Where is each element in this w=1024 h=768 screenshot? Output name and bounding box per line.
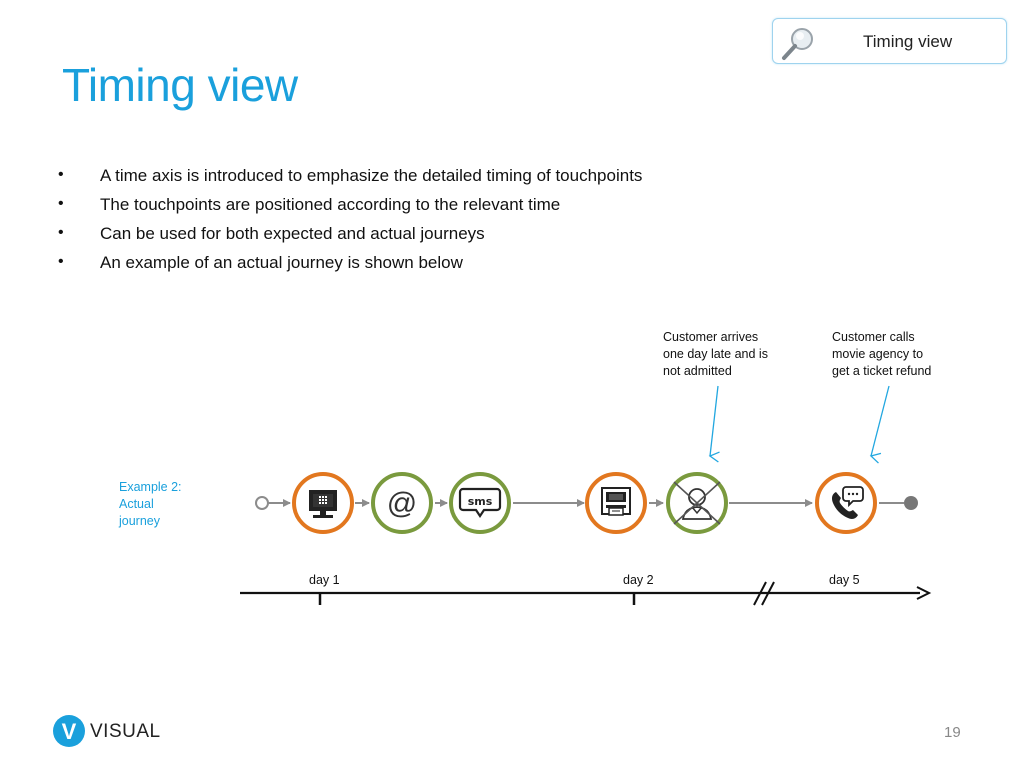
day-label: day 1 (309, 573, 340, 587)
touchpoint-sms (451, 474, 509, 532)
day-label: day 5 (829, 573, 860, 587)
page-number: 19 (944, 724, 961, 741)
ticket-machine-icon (602, 488, 630, 515)
touchpoint-computer (294, 474, 352, 532)
touchpoint-phone (817, 474, 875, 532)
page-title: Timing view (62, 59, 298, 111)
svg-text:sms: sms (467, 495, 493, 508)
bullet-dot: • (58, 253, 64, 270)
callout-refund-call: Customer calls movie agency to get a ticket refund (832, 330, 932, 378)
svg-text:V: V (61, 719, 77, 744)
bullet-text: An example of an actual journey is shown below (100, 253, 463, 272)
bullet-text: Can be used for both expected and actual journeys (100, 224, 485, 243)
journey-end-node (904, 496, 918, 510)
logo-text: VISUAL (90, 721, 161, 742)
tag-label: Timing view (863, 32, 953, 51)
bullet-dot: • (58, 224, 64, 241)
bullet-text: The touchpoints are positioned according to the relevant time (100, 195, 561, 214)
callout-arrow (871, 386, 889, 456)
bullet-dot: • (58, 166, 64, 183)
visual-logo-icon (52, 714, 86, 748)
bullet-text: A time axis is introduced to emphasize the detailed timing of touchpoints (100, 166, 643, 185)
journey-start-node (256, 497, 268, 509)
touchpoint-entrance (668, 474, 726, 532)
callout-arrow (710, 386, 718, 456)
touchpoint-ticket-machine (587, 474, 645, 532)
example-label: Example 2: Actual journey (119, 480, 182, 528)
touchpoint-email (373, 474, 431, 532)
at-sign-icon: @ (386, 487, 418, 520)
callout-late-arrival: Customer arrives one day late and is not admitted (663, 330, 768, 378)
day-label: day 2 (623, 573, 654, 587)
bullet-dot: • (58, 195, 64, 212)
